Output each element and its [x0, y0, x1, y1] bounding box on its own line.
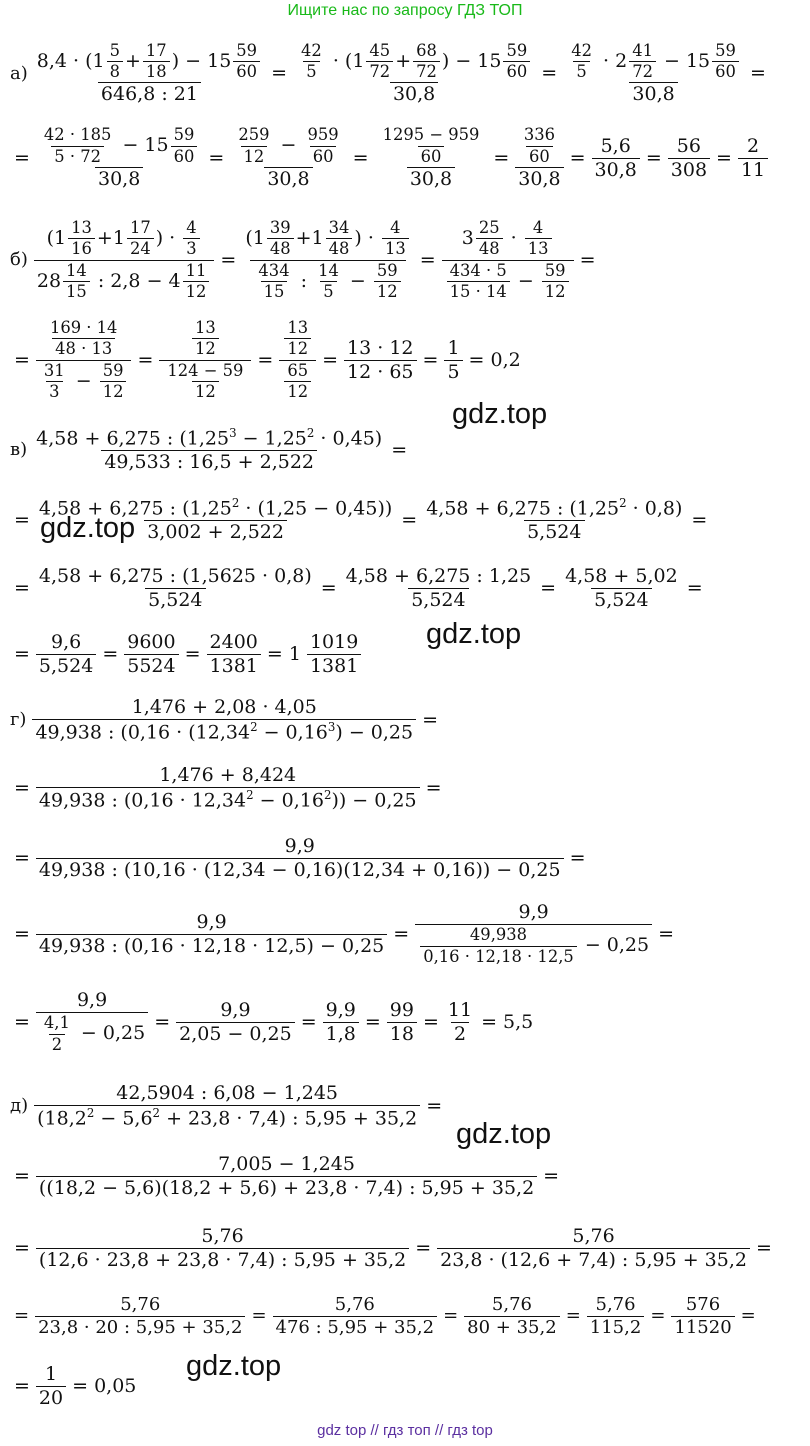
formula-g-line1: г) $\frac{1,476 + 2,08 \cdot 4,05}{49,938 : (0,16 \cdot (12,34^2 - 0,16^3) - 0,25}$ = [10, 695, 439, 744]
formula-v-line2: = $\frac{4,58 + 6,275 : (1,25^2 \cdot (1,25 - 0,45))}{3,002 + 2,522}$ = $\frac{4,58 + 6,275 : (1,25^2 \cdot 0,8)}{5,524}$ = [14, 495, 708, 544]
watermark: gdz.top [186, 1350, 282, 1382]
footer-banner: gdz top // гдз топ // гдз top [317, 1422, 493, 1439]
label-a: а) [10, 62, 28, 84]
formula-b-line1: б) (1 $\frac{13}{16}$ +1 $\frac{17}{24}$ ) · $\frac{4}{3}$ 28 $\frac{14}{15}$ : 2,8 − 4 $\frac{11}{12}$ = (1 $\frac{39}{48}$ +1 $\frac{34}{48}$ ) · $\frac{4}{13}$ $\frac{434}{15}$ : $\frac{14}{5}$ − $\frac{59}{12}$ = 3 $\frac{25}{48}$ · $\frac{4}{13}$ $\frac{434 \cdot 5}{15 \cdot 14}$ − $\frac{59}{12}$ = [10, 217, 596, 301]
watermark: gdz.top [456, 1118, 552, 1150]
label-d: д) [10, 1095, 29, 1116]
formula-v-line3: = $\frac{4,58 + 6,275 : (1,5625 \cdot 0,8)}{5,524}$ = $\frac{4,58 + 6,275 : 1,25}{5,524}$ = $\frac{4,58 + 5,02}{5,524}$ = [14, 564, 703, 611]
formula-g-line2: = $\frac{1,476 + 8,424}{49,938 : (0,16 \cdot 12,34^2 - 0,16^2)) - 0,25}$ = [14, 763, 442, 812]
watermark: gdz.top [40, 512, 136, 544]
formula-d-line4: = $\frac{5,76}{23,8 \cdot 20 : 5,95 + 35,2}$ = $\frac{5,76}{476 : 5,95 + 35,2}$ = $\frac{5,76}{80 + 35,2}$ = $\frac{5,76}{115,2}$ = $\frac{576}{11520}$ = [14, 1293, 756, 1338]
formula-g-line3: = $\frac{9,9}{49,938 : (10,16 \cdot (12,34 - 0,16)(12,34 + 0,16)) - 0,25}$ = [14, 834, 586, 881]
formula-a-line2: = $\frac{42 \cdot 185}{5 \cdot 72}$ − 15 $\frac{59}{60}$ 30,8 = $\frac{259}{12}$ − $\frac{959}{60}$ 30,8 = $\frac{\frac{1295 - 959}{60}}{30,8}$ = $\frac{\frac{336}{60}}{30,8}$ = $\frac{5,6}{30,8}$ = $\frac{56}{308}$ = $\frac{2}{11}$ [10, 118, 806, 198]
watermark: gdz.top [452, 398, 548, 430]
watermark: gdz.top [426, 618, 522, 650]
formula-d-line5: = $\frac{1}{20}$ = 0,05 [14, 1362, 137, 1409]
label-b: б) [10, 249, 28, 270]
formula-d-line1: д) $\frac{42,5904 : 6,08 - 1,245}{(18,2^2 - 5,6^2 + 23,8 \cdot 7,4) : 5,95 + 35,2}$ = [10, 1081, 443, 1130]
formula-d-line3: = $\frac{5,76}{(12,6 \cdot 23,8 + 23,8 \cdot 7,4) : 5,95 + 35,2}$ = $\frac{5,76}{23,8 \cdot (12,6 + 7,4) : 5,95 + 35,2}$ = [14, 1224, 772, 1271]
header-banner: Ищите нас по запросу ГДЗ ТОП [287, 2, 523, 19]
formula-b-line2: = $\frac{169 \cdot 14}{48 \cdot 13}$ $\frac{31}{3}$ − $\frac{59}{12}$ = $\frac{\frac{13}{12}}{\frac{124 - 59}{12}}$ = $\frac{\frac{13}{12}}{\frac{65}{12}}$ = $\frac{13 \cdot 12}{12 \cdot 65}$ = $\frac{1}{5}$ = 0,2 [14, 317, 521, 401]
formula-v-line1: в) $\frac{4,58 + 6,275 : (1,25^3 - 1,25^2 \cdot 0,45)}{49,533 : 16,5 + 2,522}$ = [10, 425, 408, 474]
label-v: в) [10, 439, 28, 460]
formula-v-line4: = $\frac{9,6}{5,524}$ = $\frac{9600}{5524}$ = $\frac{2400}{1381}$ = 1 $\frac{1019}{1381}$ [10, 624, 806, 684]
formula-d-line2: = $\frac{7,005 - 1,245}{((18,2 - 5,6)(18,2 + 5,6) + 23,8 \cdot 7,4) : 5,95 + 35,2}$ = [14, 1152, 560, 1199]
label-g: г) [10, 709, 27, 730]
formula-a-line1: а) 8,4 · (1 $\frac{5}{8}$ + $\frac{17}{18}$ ) − 15 $\frac{59}{60}$ 646,8 : 21 = $\frac{42}{5}$ · (1 $\frac{45}{72}$ + $\frac{68}{72}$ ) − 15 $\frac{59}{60}$ 30,8 = $\frac{42}{5}$ · 2 $\frac{41}{72}$ − 15 $\frac{59}{60}$ 30,8 = [10, 40, 766, 106]
formula-g-line4: = $\frac{9,9}{49,938 : (0,16 \cdot 12,18 \cdot 12,5) - 0,25}$ = 9,9 $\frac{49,938}{0,16 \cdot 12,18 \cdot 12,5}$ − 0,25 = [14, 901, 675, 966]
formula-g-line5: = 9,9 $\frac{4,1}{2}$ − 0,25 = $\frac{9,9}{2,05 - 0,25}$ = $\frac{9,9}{1,8}$ = $\frac{99}{18}$ = $\frac{11}{2}$ = 5,5 [14, 989, 534, 1054]
